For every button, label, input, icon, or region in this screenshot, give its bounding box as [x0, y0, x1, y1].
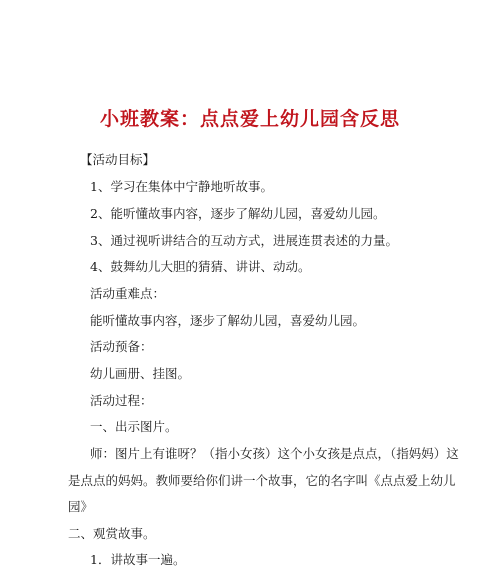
section-heading-process: 活动过程： — [90, 393, 153, 408]
objective-item-3: 3、通过视听讲结合的互动方式，进展连贯表述的力量。 — [90, 233, 398, 248]
section-heading-key-points: 活动重难点： — [90, 286, 166, 301]
paragraph-line-2: 是点点的妈妈。教师要给你们讲一个故事，它的名字叫《点点爱上幼儿 — [68, 473, 456, 488]
paragraph-line-1: 师：图片上有谁呀？（指小女孩）这个小女孩是点点，（指妈妈）这 — [90, 446, 459, 461]
section-heading-objectives: 【活动目标】 — [80, 152, 156, 167]
objective-item-1: 1、学习在集体中宁静地听故事。 — [90, 179, 273, 194]
process-substep-1: 1．讲故事一遍。 — [90, 552, 186, 567]
process-step-2: 二、观赏故事。 — [68, 526, 156, 541]
paragraph-line-3: 园》 — [68, 499, 94, 514]
key-points-text: 能听懂故事内容，逐步了解幼儿园，喜爱幼儿园。 — [90, 313, 366, 328]
section-heading-preparation: 活动预备： — [90, 339, 153, 354]
objective-item-2: 2、能听懂故事内容，逐步了解幼儿园，喜爱幼儿园。 — [90, 206, 386, 221]
document-title: 小班教案：点点爱上幼儿园含反思 — [99, 108, 400, 130]
process-step-1: 一、出示图片。 — [90, 419, 178, 434]
preparation-text: 幼儿画册、挂图。 — [90, 366, 191, 381]
objective-item-4: 4、鼓舞幼儿大胆的猜猜、讲讲、动动。 — [90, 259, 311, 274]
